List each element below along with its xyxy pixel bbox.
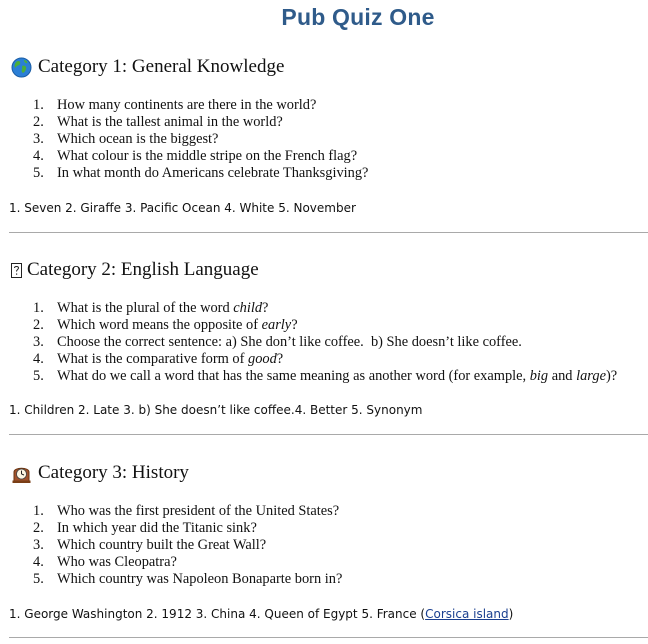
mantelpiece-clock-icon	[10, 462, 32, 484]
question-text: How many continents are there in the world?	[57, 97, 317, 113]
question-number: 2.	[33, 520, 44, 536]
category-heading-english-language	[10, 258, 259, 282]
question-text: Choose the correct sentence: a) She don’t like coffee. b) She doesn’t like coffee.	[57, 334, 522, 350]
question-number: 3.	[33, 334, 44, 350]
question-number: 2.	[33, 317, 44, 333]
question-text: What colour is the middle stripe on the French flag?	[57, 148, 358, 164]
question-text: Which country built the Great Wall?	[57, 537, 267, 553]
question-number: 4.	[33, 148, 44, 164]
question-number: 5.	[33, 368, 44, 384]
section-divider	[9, 232, 648, 233]
section-divider	[9, 637, 648, 638]
answer-key-history	[9, 606, 513, 622]
question-number: 3.	[33, 131, 44, 147]
question-number: 1.	[33, 503, 44, 519]
question-number: 2.	[33, 114, 44, 130]
category-heading-text: Category 3: History	[38, 462, 189, 483]
missing-glyph-icon	[11, 263, 22, 278]
corsica-island-link[interactable]: Corsica island	[425, 607, 509, 621]
question-number: 1.	[33, 300, 44, 316]
answer-key-tail: )	[508, 607, 514, 621]
question-number: 4.	[33, 554, 44, 570]
question-text: In which year did the Titanic sink?	[57, 520, 257, 536]
category-heading-general-knowledge	[10, 55, 284, 79]
question-number: 1.	[33, 97, 44, 113]
category-heading-text: Category 2: English Language	[27, 259, 259, 280]
question-text: Which word means the opposite of early?	[57, 317, 298, 333]
question-text: What is the plural of the word child?	[57, 300, 269, 316]
question-text: What is the tallest animal in the world?	[57, 114, 283, 130]
question-text: In what month do Americans celebrate Thanksgiving?	[57, 165, 369, 181]
section-divider	[9, 434, 648, 435]
question-number: 3.	[33, 537, 44, 553]
question-number: 4.	[33, 351, 44, 367]
globe-icon	[10, 56, 32, 78]
page-title: Pub Quiz One	[281, 4, 435, 30]
category-heading-history	[10, 461, 189, 485]
answer-key-general-knowledge: 1. Seven 2. Giraffe 3. Pacific Ocean 4. White 5. November	[9, 201, 356, 215]
question-text: What do we call a word that has the same meaning as another word (for example, big and large)?	[57, 368, 618, 384]
answer-key-english-language: 1. Children 2. Late 3. b) She doesn’t like coffee.4. Better 5. Synonym	[9, 403, 423, 417]
question-number: 5.	[33, 165, 44, 181]
question-number: 5.	[33, 571, 44, 587]
question-text: Which country was Napoleon Bonaparte born in?	[57, 571, 343, 587]
question-text: Who was Cleopatra?	[57, 554, 177, 570]
question-text: Who was the first president of the United States?	[57, 503, 340, 519]
question-text: What is the comparative form of good?	[57, 351, 284, 367]
category-heading-text: Category 1: General Knowledge	[38, 56, 285, 77]
question-text: Which ocean is the biggest?	[57, 131, 219, 147]
answer-key-text: 1. George Washington 2. 1912 3. China 4. Queen of Egypt 5. France (	[9, 607, 426, 621]
